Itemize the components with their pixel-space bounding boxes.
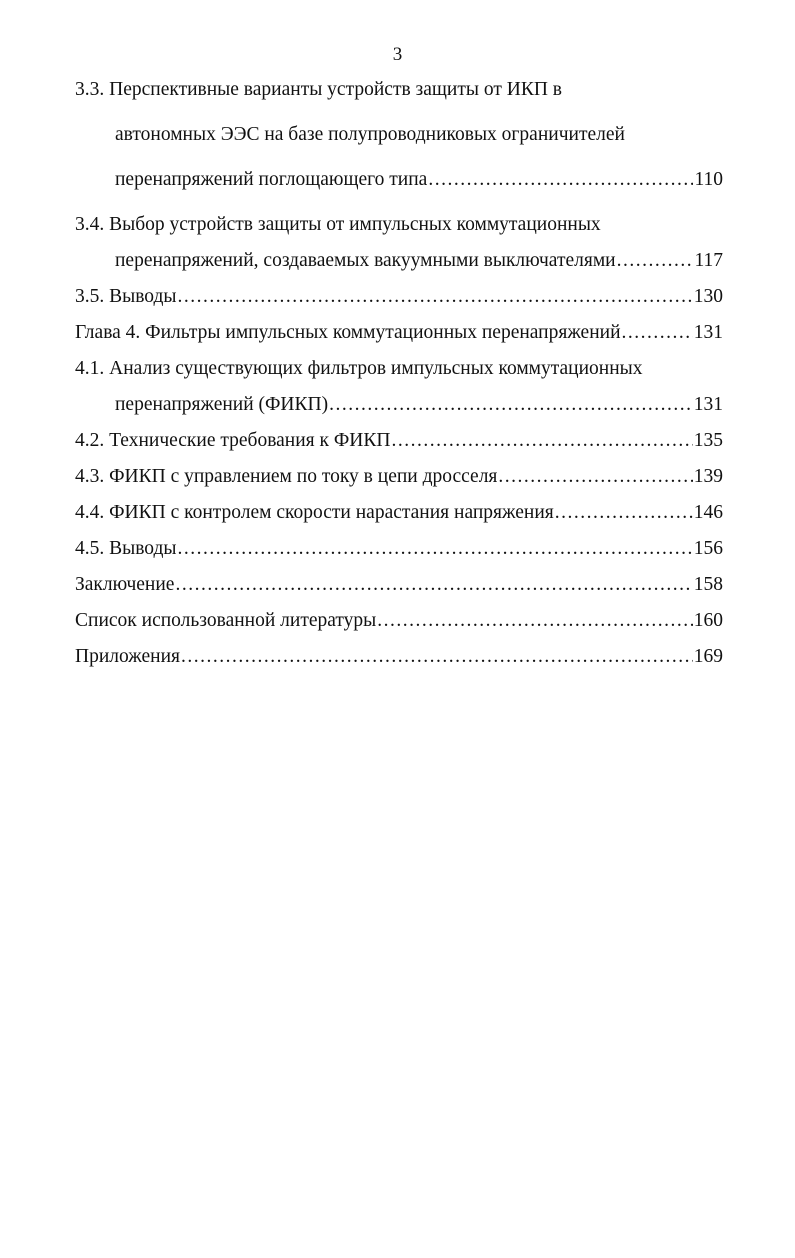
toc-entry-4-2 bbox=[75, 429, 723, 453]
dot-leader bbox=[391, 429, 692, 453]
toc-entry-3-3-line-2 bbox=[75, 123, 723, 147]
toc-page-number: 135 bbox=[693, 430, 723, 451]
toc-entry-text: 3.4. Выбор устройств защиты от импульсных коммутационных bbox=[75, 214, 601, 235]
toc-entry-text: Список использованной литературы bbox=[75, 610, 377, 631]
toc-entry-4-4 bbox=[75, 501, 723, 525]
toc-page-number: 130 bbox=[693, 286, 723, 307]
table-of-contents bbox=[75, 78, 723, 669]
dot-leader bbox=[178, 285, 693, 309]
toc-entry-text: 4.3. ФИКП с управлением по току в цепи дросселя bbox=[75, 466, 498, 487]
toc-entry-conclusion bbox=[75, 573, 723, 597]
dot-leader bbox=[178, 537, 693, 561]
toc-page-number: 110 bbox=[694, 169, 723, 190]
toc-page-number: 158 bbox=[693, 574, 723, 595]
toc-entry-3-4-line-1 bbox=[75, 213, 723, 237]
toc-entry-text: 3.5. Выводы bbox=[75, 286, 177, 307]
toc-entry-3-3-line-3 bbox=[75, 168, 723, 192]
toc-entry-4-3 bbox=[75, 465, 723, 489]
toc-entry-appendices bbox=[75, 645, 723, 669]
toc-entry-4-5 bbox=[75, 537, 723, 561]
dot-leader bbox=[181, 645, 693, 669]
dot-leader bbox=[377, 609, 692, 633]
toc-entry-4-1-line-1 bbox=[75, 357, 723, 381]
toc-entry-text: 4.5. Выводы bbox=[75, 538, 177, 559]
toc-entry-text: 3.3. Перспективные варианты устройств защиты от ИКП в bbox=[75, 79, 562, 100]
toc-page-number: 131 bbox=[693, 322, 723, 343]
toc-entry-text: Приложения bbox=[75, 646, 180, 667]
toc-entry-text: перенапряжений поглощающего типа bbox=[115, 169, 428, 190]
dot-leader bbox=[617, 249, 694, 273]
dot-leader bbox=[498, 465, 692, 489]
toc-entry-text: Глава 4. Фильтры импульсных коммутационных перенапряжений bbox=[75, 322, 621, 343]
toc-page-number: 146 bbox=[693, 502, 723, 523]
toc-entry-text: 4.4. ФИКП с контролем скорости нарастания напряжения bbox=[75, 502, 554, 523]
toc-entry-text: 4.1. Анализ существующих фильтров импульсных коммутационных bbox=[75, 358, 643, 379]
toc-entry-3-5 bbox=[75, 285, 723, 309]
toc-entry-text: Заключение bbox=[75, 574, 175, 595]
toc-entry-3-4-line-2 bbox=[75, 249, 723, 273]
toc-page-number: 156 bbox=[693, 538, 723, 559]
toc-entry-chapter-4 bbox=[75, 321, 723, 345]
dot-leader bbox=[622, 321, 693, 345]
toc-entry-text: 4.2. Технические требования к ФИКП bbox=[75, 430, 391, 451]
toc-page-number: 169 bbox=[693, 646, 723, 667]
dot-leader bbox=[329, 393, 693, 417]
dot-leader bbox=[175, 573, 692, 597]
dot-leader bbox=[428, 168, 693, 192]
toc-entry-text: перенапряжений (ФИКП) bbox=[115, 394, 329, 415]
toc-page-number: 131 bbox=[693, 394, 723, 415]
toc-page-number: 139 bbox=[693, 466, 723, 487]
page-number: 3 bbox=[392, 44, 403, 65]
toc-entry-3-3-line-1 bbox=[75, 78, 723, 102]
toc-entry-4-1-line-2 bbox=[75, 393, 723, 417]
toc-entry-text: перенапряжений, создаваемых вакуумными выключателями bbox=[115, 250, 616, 271]
toc-entry-text: автономных ЭЭС на базе полупроводниковых ограничителей bbox=[115, 124, 625, 145]
toc-page-number: 160 bbox=[693, 610, 723, 631]
toc-page-number: 117 bbox=[694, 250, 723, 271]
dot-leader bbox=[555, 501, 693, 525]
toc-entry-references bbox=[75, 609, 723, 633]
